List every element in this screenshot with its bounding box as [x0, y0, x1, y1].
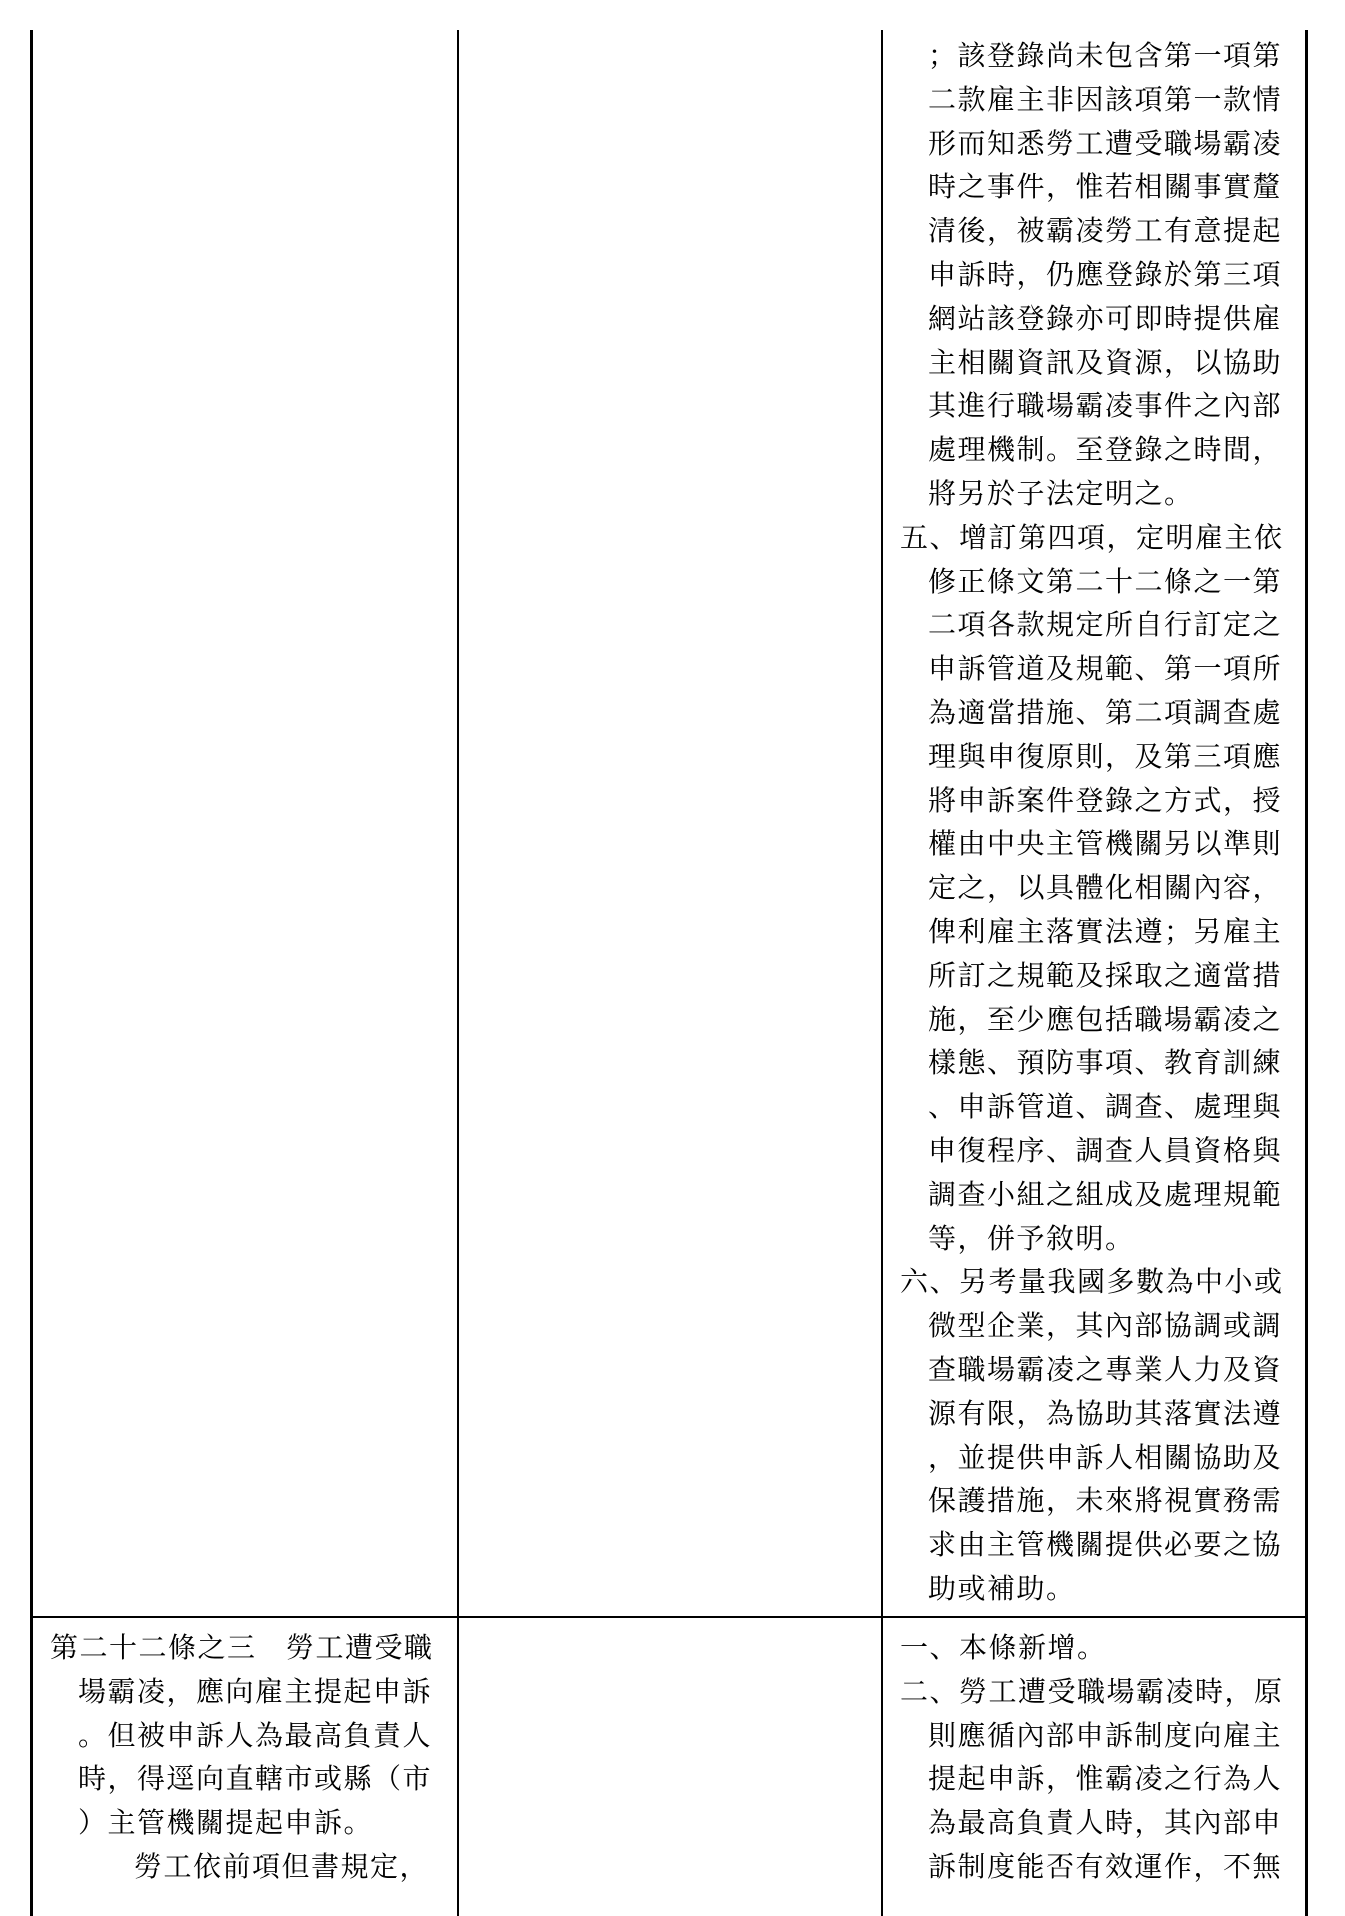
text-line: 修正條文第二十二條之一第 [928, 564, 1283, 598]
text-line: 六、另考量我國多數為中小或 [900, 1265, 1284, 1299]
row1-explanation-cell [900, 39, 1300, 1612]
text-line: 等，併予敘明。 [928, 1221, 1135, 1255]
text-line: 俾利雇主落實法遵；另雇主 [928, 915, 1283, 948]
table-divider-right [881, 30, 883, 1916]
text-line: 求由主管機關提供必要之協 [928, 1528, 1283, 1562]
row2-current-article-cell [470, 1634, 870, 1914]
text-line: 理與申復原則，及第三項應 [928, 739, 1283, 773]
text-line: 形而知悉勞工遭受職場霸凌 [928, 126, 1283, 160]
text-line: 源有限，為協助其落實法遵 [928, 1396, 1283, 1430]
text-line: 時，得逕向直轄市或縣（市 [78, 1762, 433, 1796]
row2-explanation-cell [900, 1631, 1300, 1914]
text-line: 一、本條新增。 [900, 1631, 1107, 1664]
text-line: 申訴時，仍應登錄於第三項 [928, 258, 1283, 291]
text-line: 樣態、預防事項、教育訓練 [928, 1046, 1283, 1080]
table-border-right [1305, 30, 1308, 1916]
text-line: 為最高負責人時，其內部申 [928, 1806, 1283, 1840]
text-line: 五、增訂第四項，定明雇主依 [900, 520, 1284, 554]
text-line: 則應循內部申訴制度向雇主 [928, 1718, 1283, 1752]
text-line: 查職場霸凌之專業人力及資 [928, 1353, 1283, 1386]
text-line: 清後，被霸凌勞工有意提起 [928, 214, 1283, 248]
text-line: 定之，以具體化相關內容， [928, 871, 1283, 905]
table-divider-left [457, 30, 459, 1916]
text-line: 勞工依前項但書規定， [134, 1850, 430, 1883]
text-line: 權由中央主管機關另以準則 [928, 827, 1283, 861]
text-line: 其進行職場霸凌事件之內部 [928, 389, 1283, 423]
text-line: 網站該登錄亦可即時提供雇 [928, 301, 1283, 335]
text-line: 二、勞工遭受職場霸凌時，原 [900, 1674, 1284, 1708]
text-line: 施，至少應包括職場霸凌之 [928, 1002, 1283, 1036]
text-line: 申復程序、調查人員資格與 [928, 1134, 1283, 1167]
text-line: 為適當措施、第二項調查處 [928, 696, 1283, 729]
text-line: 調查小組之組成及處理規範 [928, 1177, 1283, 1211]
text-line: 主相關資訊及資源，以協助 [928, 345, 1283, 379]
text-line: 提起申訴，惟霸凌之行為人 [928, 1762, 1283, 1796]
text-line: 微型企業，其內部協調或調 [928, 1309, 1283, 1343]
text-line: 第二十二條之三 勞工遭受職 [50, 1631, 434, 1664]
text-line: 所訂之規範及採取之適當措 [928, 958, 1283, 992]
text-line: 時之事件，惟若相關事實釐 [928, 170, 1283, 204]
text-line: 將申訴案件登錄之方式，授 [928, 783, 1283, 817]
text-line: 保護措施，未來將視實務需 [928, 1484, 1283, 1518]
text-line: 將另於子法定明之。 [928, 477, 1194, 510]
text-line: 、申訴管道、調查、處理與 [928, 1090, 1283, 1124]
text-line: ；該登錄尚未包含第一項第 [928, 39, 1283, 72]
text-line: 。但被申訴人為最高負責人 [78, 1718, 433, 1752]
table-row-separator [30, 1616, 1308, 1618]
text-line: 助或補助。 [928, 1572, 1076, 1605]
text-line: 二款雇主非因該項第一款情 [928, 82, 1283, 116]
text-line: 處理機制。至登錄之時間， [928, 433, 1283, 467]
row2-article-cell [50, 1631, 450, 1914]
text-line: 申訴管道及規範、第一項所 [928, 652, 1283, 686]
table-border-left [30, 30, 33, 1916]
text-line: 二項各款規定所自行訂定之 [928, 608, 1283, 642]
text-line: ）主管機關提起申訴。 [78, 1806, 374, 1840]
text-line: 場霸凌，應向雇主提起申訴 [78, 1674, 433, 1708]
text-line: 訴制度能否有效運作，不無 [928, 1850, 1283, 1883]
text-line: ，並提供申訴人相關協助及 [928, 1440, 1283, 1474]
